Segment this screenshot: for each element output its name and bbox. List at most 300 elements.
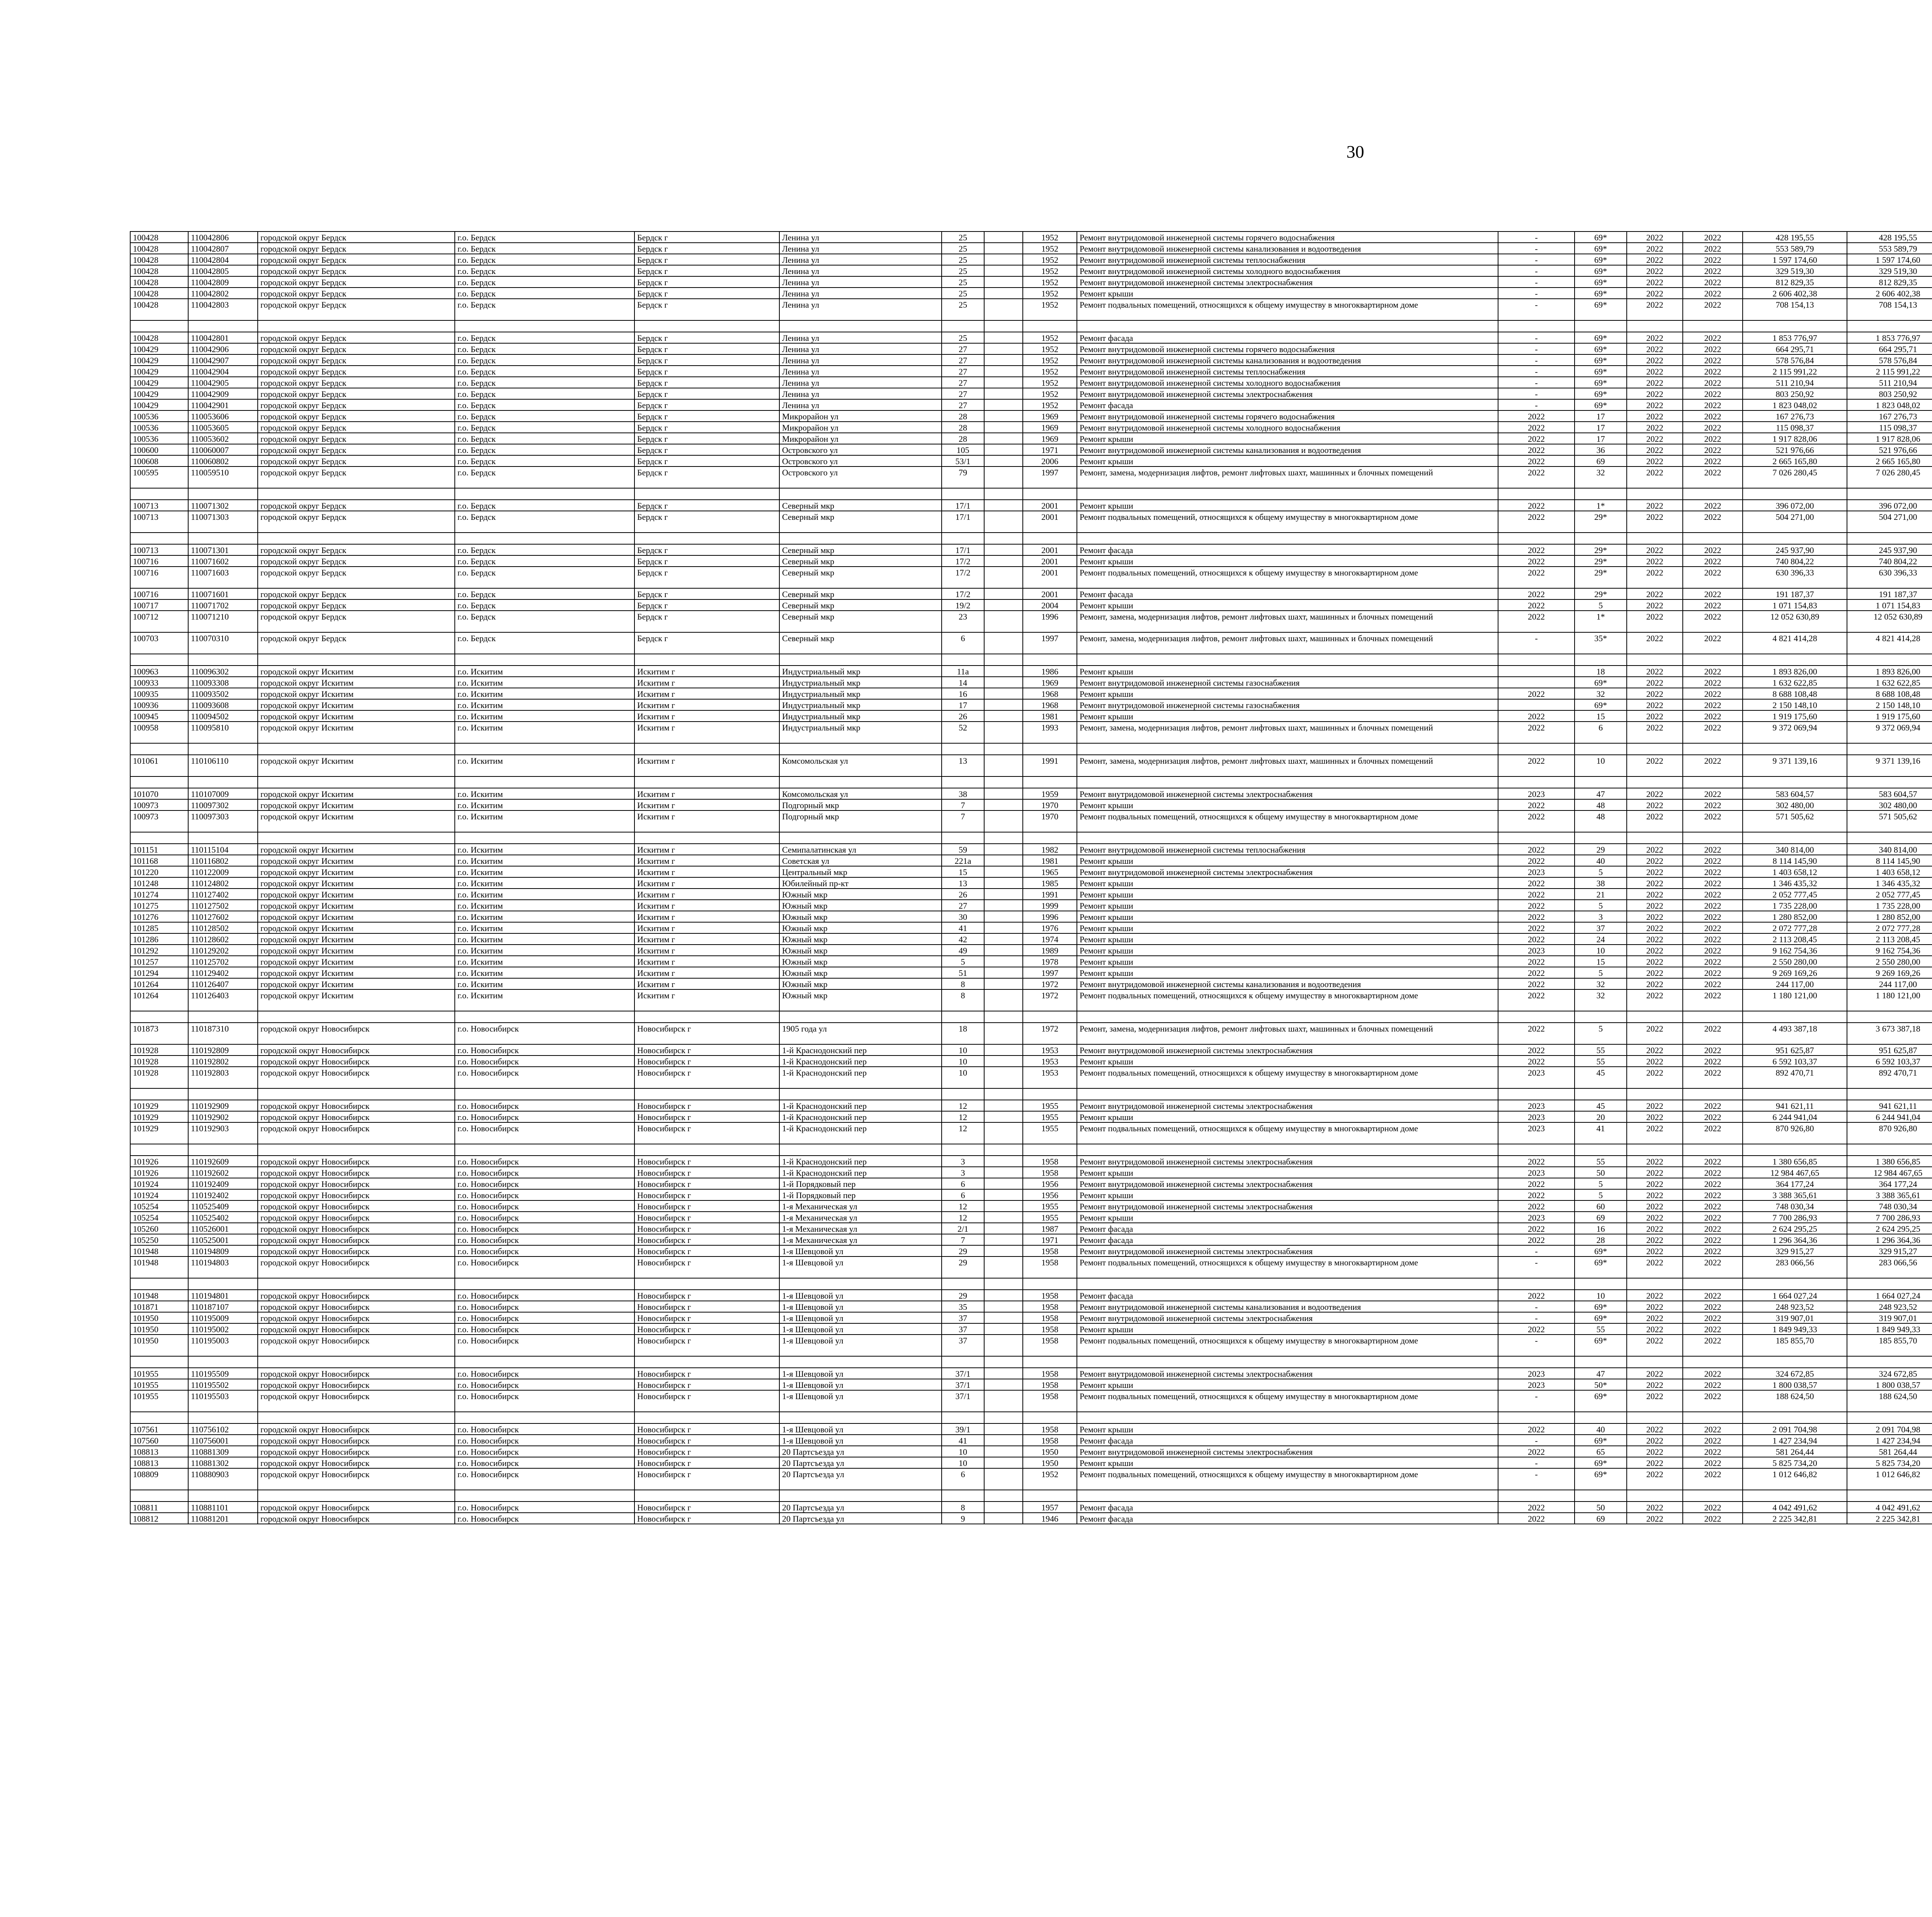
cell-house-number: 39/1 <box>942 1423 984 1435</box>
table-cell-empty <box>984 832 1023 844</box>
cell-municipal-entity: г.о. Новосибирск <box>455 1457 634 1468</box>
cell-house-id: 100428 <box>130 232 188 243</box>
cell-year-built: 1958 <box>1023 1368 1077 1379</box>
cell-street: 1-я Шевцовой ул <box>779 1435 942 1446</box>
table-cell-empty <box>1023 320 1077 332</box>
cell-work-id: 110192402 <box>188 1189 258 1200</box>
cell-municipal-district: городской округ Новосибирск <box>258 1457 455 1468</box>
cell-municipal-entity: г.о. Новосибирск <box>455 1390 634 1412</box>
cell-fund-cost: 324 672,85 <box>1847 1368 1932 1379</box>
cell-municipal-entity: г.о. Бердск <box>455 433 634 444</box>
cell-plan-year-end: 2022 <box>1683 567 1743 588</box>
cell-plan-year-end: 2022 <box>1683 1189 1743 1200</box>
cell-plan-year-start: 2022 <box>1627 433 1683 444</box>
cell-work-id: 110042804 <box>188 254 258 265</box>
cell-year-built: 1997 <box>1023 967 1077 978</box>
cell-house-id: 101948 <box>130 1290 188 1301</box>
cell-settlement: Бердск г <box>634 466 779 488</box>
cell-col-l: 36 <box>1575 444 1627 455</box>
cell-col-l: 10 <box>1575 945 1627 956</box>
cell-house-id: 100963 <box>130 666 188 677</box>
cell-building <box>984 722 1023 743</box>
table-row <box>130 799 1932 810</box>
table-cell-empty <box>984 1144 1023 1156</box>
cell-building <box>984 1234 1023 1245</box>
cell-house-id: 101264 <box>130 978 188 989</box>
table-spacer-row <box>130 533 1932 544</box>
cell-house-id: 101274 <box>130 889 188 900</box>
cell-col-k: 2022 <box>1498 544 1575 555</box>
cell-house-number: 27 <box>942 343 984 354</box>
table-cell-empty <box>188 1356 258 1368</box>
cell-year-built: 1989 <box>1023 945 1077 956</box>
cell-plan-year-start: 2022 <box>1627 699 1683 710</box>
capital-repair-table-container <box>130 231 1932 1524</box>
cell-street: 1-я Шевцовой ул <box>779 1312 942 1323</box>
cell-plan-year-start: 2022 <box>1627 933 1683 945</box>
cell-municipal-entity: г.о. Бердск <box>455 332 634 343</box>
cell-work-type: Ремонт внутридомовой инженерной системы канализования и водоотведения <box>1077 978 1498 989</box>
cell-building <box>984 933 1023 945</box>
table-cell-empty <box>779 1356 942 1368</box>
cell-total-cost: 9 372 069,94 <box>1743 722 1847 743</box>
cell-col-l: 69* <box>1575 276 1627 288</box>
cell-house-id: 105254 <box>130 1212 188 1223</box>
cell-house-number: 42 <box>942 933 984 945</box>
cell-house-number: 51 <box>942 967 984 978</box>
cell-fund-cost: 1 632 622,85 <box>1847 677 1932 688</box>
table-cell-empty <box>1743 832 1847 844</box>
cell-fund-cost: 2 115 991,22 <box>1847 366 1932 377</box>
cell-house-id: 105260 <box>130 1223 188 1234</box>
cell-plan-year-start: 2022 <box>1627 354 1683 366</box>
cell-municipal-district: городской округ Искитим <box>258 788 455 799</box>
table-row <box>130 810 1932 832</box>
table-cell-empty <box>984 488 1023 500</box>
cell-year-built: 1958 <box>1023 1256 1077 1278</box>
cell-work-type: Ремонт крыши <box>1077 455 1498 466</box>
table-cell-empty <box>258 320 455 332</box>
cell-col-l: 69 <box>1575 1513 1627 1524</box>
cell-street: Северный мкр <box>779 599 942 611</box>
cell-building <box>984 1513 1023 1524</box>
table-cell-empty <box>1498 488 1575 500</box>
cell-house-id: 100429 <box>130 377 188 388</box>
table-cell-empty <box>1847 320 1932 332</box>
cell-street: 1-й Краснодонский пер <box>779 1067 942 1088</box>
table-cell-empty <box>130 1278 188 1290</box>
cell-year-built: 1993 <box>1023 722 1077 743</box>
cell-work-id: 110124802 <box>188 877 258 889</box>
cell-settlement: Новосибирск г <box>634 1245 779 1256</box>
table-cell-empty <box>455 320 634 332</box>
cell-fund-cost: 1 919 175,60 <box>1847 710 1932 722</box>
table-row <box>130 1312 1932 1323</box>
cell-house-id: 101948 <box>130 1245 188 1256</box>
cell-plan-year-end: 2022 <box>1683 1468 1743 1490</box>
cell-col-l: 69* <box>1575 388 1627 399</box>
cell-year-built: 1986 <box>1023 666 1077 677</box>
table-cell-empty <box>1847 1278 1932 1290</box>
table-cell-empty <box>1847 1011 1932 1023</box>
cell-total-cost: 185 855,70 <box>1743 1335 1847 1356</box>
table-cell-empty <box>1683 776 1743 788</box>
cell-total-cost: 324 672,85 <box>1743 1368 1847 1379</box>
table-row <box>130 544 1932 555</box>
cell-house-number: 19/2 <box>942 599 984 611</box>
cell-fund-cost: 1 427 234,94 <box>1847 1435 1932 1446</box>
cell-municipal-district: городской округ Бердск <box>258 555 455 567</box>
table-cell-empty <box>1627 1088 1683 1100</box>
table-row <box>130 1256 1932 1278</box>
cell-year-built: 1952 <box>1023 1468 1077 1490</box>
cell-col-k: - <box>1498 299 1575 320</box>
table-row <box>130 788 1932 799</box>
table-cell-empty <box>1575 743 1627 755</box>
cell-col-k: - <box>1498 399 1575 410</box>
cell-plan-year-end: 2022 <box>1683 455 1743 466</box>
table-cell-empty <box>130 1356 188 1368</box>
cell-settlement: Искитим г <box>634 710 779 722</box>
cell-col-k: - <box>1498 366 1575 377</box>
table-cell-empty <box>942 488 984 500</box>
cell-fund-cost: 185 855,70 <box>1847 1335 1932 1356</box>
cell-settlement: Искитим г <box>634 699 779 710</box>
cell-plan-year-start: 2022 <box>1627 500 1683 511</box>
cell-house-id: 101955 <box>130 1379 188 1390</box>
table-cell-empty <box>130 832 188 844</box>
table-row <box>130 699 1932 710</box>
cell-plan-year-end: 2022 <box>1683 989 1743 1011</box>
cell-fund-cost: 245 937,90 <box>1847 544 1932 555</box>
cell-year-built: 1968 <box>1023 699 1077 710</box>
cell-total-cost: 511 210,94 <box>1743 377 1847 388</box>
cell-col-l: 29 <box>1575 844 1627 855</box>
cell-municipal-district: городской округ Бердск <box>258 433 455 444</box>
cell-plan-year-end: 2022 <box>1683 1457 1743 1468</box>
cell-house-number: 28 <box>942 433 984 444</box>
cell-house-id: 101926 <box>130 1156 188 1167</box>
cell-total-cost: 583 604,57 <box>1743 788 1847 799</box>
cell-plan-year-start: 2022 <box>1627 1044 1683 1056</box>
cell-plan-year-end: 2022 <box>1683 1056 1743 1067</box>
table-row <box>130 1100 1932 1111</box>
cell-municipal-district: городской округ Новосибирск <box>258 1513 455 1524</box>
cell-work-type: Ремонт внутридомовой инженерной системы горячего водоснабжения <box>1077 410 1498 422</box>
cell-plan-year-start: 2022 <box>1627 332 1683 343</box>
table-row <box>130 956 1932 967</box>
cell-work-type: Ремонт внутридомовой инженерной системы канализования и водоотведения <box>1077 354 1498 366</box>
table-cell-empty <box>779 1144 942 1156</box>
cell-col-k: - <box>1498 254 1575 265</box>
cell-fund-cost: 870 926,80 <box>1847 1122 1932 1144</box>
cell-year-built: 1952 <box>1023 276 1077 288</box>
cell-building <box>984 466 1023 488</box>
cell-work-id: 110042805 <box>188 265 258 276</box>
cell-house-number: 17/1 <box>942 500 984 511</box>
table-row <box>130 299 1932 320</box>
table-cell-empty <box>942 1278 984 1290</box>
cell-total-cost: 870 926,80 <box>1743 1122 1847 1144</box>
cell-work-type: Ремонт внутридомовой инженерной системы электроснабжения <box>1077 388 1498 399</box>
cell-year-built: 2001 <box>1023 555 1077 567</box>
cell-settlement: Новосибирск г <box>634 1390 779 1412</box>
cell-col-l: 45 <box>1575 1067 1627 1088</box>
cell-street: 20 Партсъезда ул <box>779 1468 942 1490</box>
cell-year-built: 1956 <box>1023 1189 1077 1200</box>
cell-settlement: Бердск г <box>634 399 779 410</box>
cell-col-l: 16 <box>1575 1223 1627 1234</box>
cell-settlement: Бердск г <box>634 588 779 599</box>
table-cell-empty <box>634 1356 779 1368</box>
cell-plan-year-end: 2022 <box>1683 1323 1743 1335</box>
cell-municipal-entity: г.о. Искитим <box>455 688 634 699</box>
cell-municipal-entity: г.о. Новосибирск <box>455 1290 634 1301</box>
cell-settlement: Новосибирск г <box>634 1502 779 1513</box>
cell-plan-year-start: 2022 <box>1627 399 1683 410</box>
cell-col-k <box>1498 666 1575 677</box>
cell-building <box>984 1446 1023 1457</box>
cell-fund-cost: 6 592 103,37 <box>1847 1056 1932 1067</box>
cell-street: Ленина ул <box>779 243 942 254</box>
cell-work-type: Ремонт крыши <box>1077 1379 1498 1390</box>
cell-fund-cost: 396 072,00 <box>1847 500 1932 511</box>
cell-plan-year-end: 2022 <box>1683 889 1743 900</box>
cell-plan-year-end: 2022 <box>1683 433 1743 444</box>
cell-col-k: 2022 <box>1498 933 1575 945</box>
cell-col-k: - <box>1498 388 1575 399</box>
table-cell-empty <box>984 1278 1023 1290</box>
cell-plan-year-start: 2022 <box>1627 755 1683 776</box>
cell-municipal-entity: г.о. Бердск <box>455 299 634 320</box>
cell-col-l: 37 <box>1575 922 1627 933</box>
cell-municipal-district: городской округ Бердск <box>258 632 455 654</box>
table-cell-empty <box>455 1088 634 1100</box>
cell-plan-year-end: 2022 <box>1683 799 1743 810</box>
cell-total-cost: 1 853 776,97 <box>1743 332 1847 343</box>
cell-municipal-entity: г.о. Искитим <box>455 922 634 933</box>
cell-house-id: 101928 <box>130 1067 188 1088</box>
cell-plan-year-start: 2022 <box>1627 945 1683 956</box>
cell-settlement: Новосибирск г <box>634 1167 779 1178</box>
cell-plan-year-end: 2022 <box>1683 1156 1743 1167</box>
cell-municipal-entity: г.о. Новосибирск <box>455 1200 634 1212</box>
cell-house-number: 2/1 <box>942 1223 984 1234</box>
cell-fund-cost: 340 814,00 <box>1847 844 1932 855</box>
cell-house-number: 105 <box>942 444 984 455</box>
cell-col-l: 10 <box>1575 1290 1627 1301</box>
cell-plan-year-start: 2022 <box>1627 1323 1683 1335</box>
cell-municipal-district: городской округ Новосибирск <box>258 1435 455 1446</box>
cell-total-cost: 1 427 234,94 <box>1743 1435 1847 1446</box>
cell-house-number: 23 <box>942 611 984 632</box>
cell-municipal-entity: г.о. Искитим <box>455 710 634 722</box>
table-cell-empty <box>942 533 984 544</box>
table-cell-empty <box>942 1088 984 1100</box>
cell-building <box>984 1423 1023 1435</box>
cell-municipal-district: городской округ Бердск <box>258 567 455 588</box>
table-cell-empty <box>1575 1144 1627 1156</box>
cell-street: Южный мкр <box>779 900 942 911</box>
table-cell-empty <box>455 488 634 500</box>
table-cell-empty <box>1023 743 1077 755</box>
cell-municipal-district: городской округ Искитим <box>258 956 455 967</box>
cell-building <box>984 911 1023 922</box>
cell-fund-cost: 941 621,11 <box>1847 1100 1932 1111</box>
table-cell-empty <box>1077 320 1498 332</box>
cell-house-id: 100600 <box>130 444 188 455</box>
cell-work-type: Ремонт крыши <box>1077 855 1498 866</box>
cell-house-id: 100973 <box>130 799 188 810</box>
cell-settlement: Бердск г <box>634 299 779 320</box>
table-cell-empty <box>1575 1356 1627 1368</box>
cell-settlement: Искитим г <box>634 722 779 743</box>
cell-street: Ленина ул <box>779 254 942 265</box>
cell-col-l: 50* <box>1575 1379 1627 1390</box>
cell-plan-year-end: 2022 <box>1683 844 1743 855</box>
cell-plan-year-start: 2022 <box>1627 1513 1683 1524</box>
cell-work-id: 110195509 <box>188 1368 258 1379</box>
cell-col-l: 69* <box>1575 1301 1627 1312</box>
cell-house-id: 100716 <box>130 588 188 599</box>
table-cell-empty <box>779 1011 942 1023</box>
cell-total-cost: 167 276,73 <box>1743 410 1847 422</box>
cell-total-cost: 319 907,01 <box>1743 1312 1847 1323</box>
table-row <box>130 933 1932 945</box>
cell-work-type: Ремонт внутридомовой инженерной системы электроснабжения <box>1077 1312 1498 1323</box>
cell-col-l: 50 <box>1575 1502 1627 1513</box>
cell-col-k: - <box>1498 1335 1575 1356</box>
cell-house-id: 101257 <box>130 956 188 967</box>
cell-street: 20 Партсъезда ул <box>779 1513 942 1524</box>
cell-plan-year-end: 2022 <box>1683 810 1743 832</box>
cell-municipal-entity: г.о. Искитим <box>455 911 634 922</box>
cell-house-number: 38 <box>942 788 984 799</box>
cell-year-built: 1952 <box>1023 377 1077 388</box>
cell-municipal-district: городской округ Новосибирск <box>258 1156 455 1167</box>
cell-settlement: Искитим г <box>634 933 779 945</box>
cell-municipal-district: городской округ Новосибирск <box>258 1379 455 1390</box>
cell-fund-cost: 283 066,56 <box>1847 1256 1932 1278</box>
table-cell-empty <box>634 832 779 844</box>
cell-house-id: 100716 <box>130 567 188 588</box>
cell-settlement: Бердск г <box>634 377 779 388</box>
cell-plan-year-end: 2022 <box>1683 1301 1743 1312</box>
cell-col-k: 2023 <box>1498 1379 1575 1390</box>
table-cell-empty <box>942 776 984 788</box>
cell-work-id: 110192409 <box>188 1178 258 1189</box>
cell-plan-year-start: 2022 <box>1627 1200 1683 1212</box>
cell-house-number: 8 <box>942 1502 984 1513</box>
table-spacer-row <box>130 1412 1932 1423</box>
cell-building <box>984 1156 1023 1167</box>
cell-fund-cost: 2 052 777,45 <box>1847 889 1932 900</box>
cell-col-l: 69* <box>1575 254 1627 265</box>
cell-house-id: 101929 <box>130 1111 188 1122</box>
cell-col-k: 2023 <box>1498 1067 1575 1088</box>
cell-plan-year-end: 2022 <box>1683 399 1743 410</box>
cell-col-k: 2022 <box>1498 500 1575 511</box>
cell-municipal-entity: г.о. Новосибирск <box>455 1212 634 1223</box>
cell-house-number: 14 <box>942 677 984 688</box>
cell-col-k: 2023 <box>1498 1167 1575 1178</box>
cell-house-id: 101061 <box>130 755 188 776</box>
cell-building <box>984 1390 1023 1412</box>
cell-col-l: 32 <box>1575 688 1627 699</box>
cell-house-number: 18 <box>942 1023 984 1044</box>
cell-house-id: 100608 <box>130 455 188 466</box>
cell-street: Островского ул <box>779 455 942 466</box>
cell-work-id: 110042802 <box>188 288 258 299</box>
cell-street: Индустриальный мкр <box>779 688 942 699</box>
cell-plan-year-start: 2022 <box>1627 900 1683 911</box>
cell-col-k: 2023 <box>1498 1122 1575 1144</box>
cell-municipal-entity: г.о. Новосибирск <box>455 1111 634 1122</box>
table-row <box>130 666 1932 677</box>
cell-settlement: Бердск г <box>634 567 779 588</box>
cell-fund-cost: 1 597 174,60 <box>1847 254 1932 265</box>
cell-col-l: 17 <box>1575 422 1627 433</box>
table-row <box>130 1044 1932 1056</box>
cell-building <box>984 666 1023 677</box>
table-row <box>130 1379 1932 1390</box>
cell-municipal-entity: г.о. Бердск <box>455 632 634 654</box>
cell-col-k: 2022 <box>1498 710 1575 722</box>
cell-year-built: 2001 <box>1023 544 1077 555</box>
table-row <box>130 1335 1932 1356</box>
cell-plan-year-start: 2022 <box>1627 978 1683 989</box>
cell-plan-year-start: 2022 <box>1627 567 1683 588</box>
cell-house-number: 7 <box>942 1234 984 1245</box>
cell-year-built: 1958 <box>1023 1379 1077 1390</box>
table-cell-empty <box>1847 1356 1932 1368</box>
page-number: 30 <box>1346 142 1364 162</box>
cell-municipal-district: городской округ Искитим <box>258 945 455 956</box>
cell-street: Северный мкр <box>779 555 942 567</box>
cell-work-id: 110195503 <box>188 1390 258 1412</box>
table-cell-empty <box>1498 776 1575 788</box>
cell-fund-cost: 1 800 038,57 <box>1847 1379 1932 1390</box>
cell-col-l: 55 <box>1575 1044 1627 1056</box>
table-cell-empty <box>1498 1278 1575 1290</box>
cell-municipal-entity: г.о. Бердск <box>455 388 634 399</box>
cell-col-k: 2022 <box>1498 1234 1575 1245</box>
cell-settlement: Новосибирск г <box>634 1256 779 1278</box>
cell-street: Подгорный мкр <box>779 810 942 832</box>
cell-col-k: - <box>1498 1457 1575 1468</box>
cell-year-built: 1958 <box>1023 1301 1077 1312</box>
cell-plan-year-end: 2022 <box>1683 1513 1743 1524</box>
cell-work-type: Ремонт подвальных помещений, относящихся к общему имуществу в многоквартирном доме <box>1077 1390 1498 1412</box>
table-cell-empty <box>779 776 942 788</box>
cell-municipal-district: городской округ Бердск <box>258 611 455 632</box>
cell-work-type: Ремонт крыши <box>1077 1423 1498 1435</box>
cell-municipal-district: городской округ Бердск <box>258 544 455 555</box>
table-cell-empty <box>1575 1088 1627 1100</box>
table-row <box>130 1446 1932 1457</box>
table-row <box>130 265 1932 276</box>
cell-municipal-entity: г.о. Новосибирск <box>455 1156 634 1167</box>
cell-house-id: 100713 <box>130 544 188 555</box>
cell-work-type: Ремонт крыши <box>1077 956 1498 967</box>
table-cell-empty <box>188 654 258 666</box>
cell-plan-year-end: 2022 <box>1683 354 1743 366</box>
cell-col-k: 2023 <box>1498 945 1575 956</box>
cell-fund-cost: 740 804,22 <box>1847 555 1932 567</box>
cell-building <box>984 599 1023 611</box>
cell-col-l: 69* <box>1575 699 1627 710</box>
cell-plan-year-start: 2022 <box>1627 1234 1683 1245</box>
